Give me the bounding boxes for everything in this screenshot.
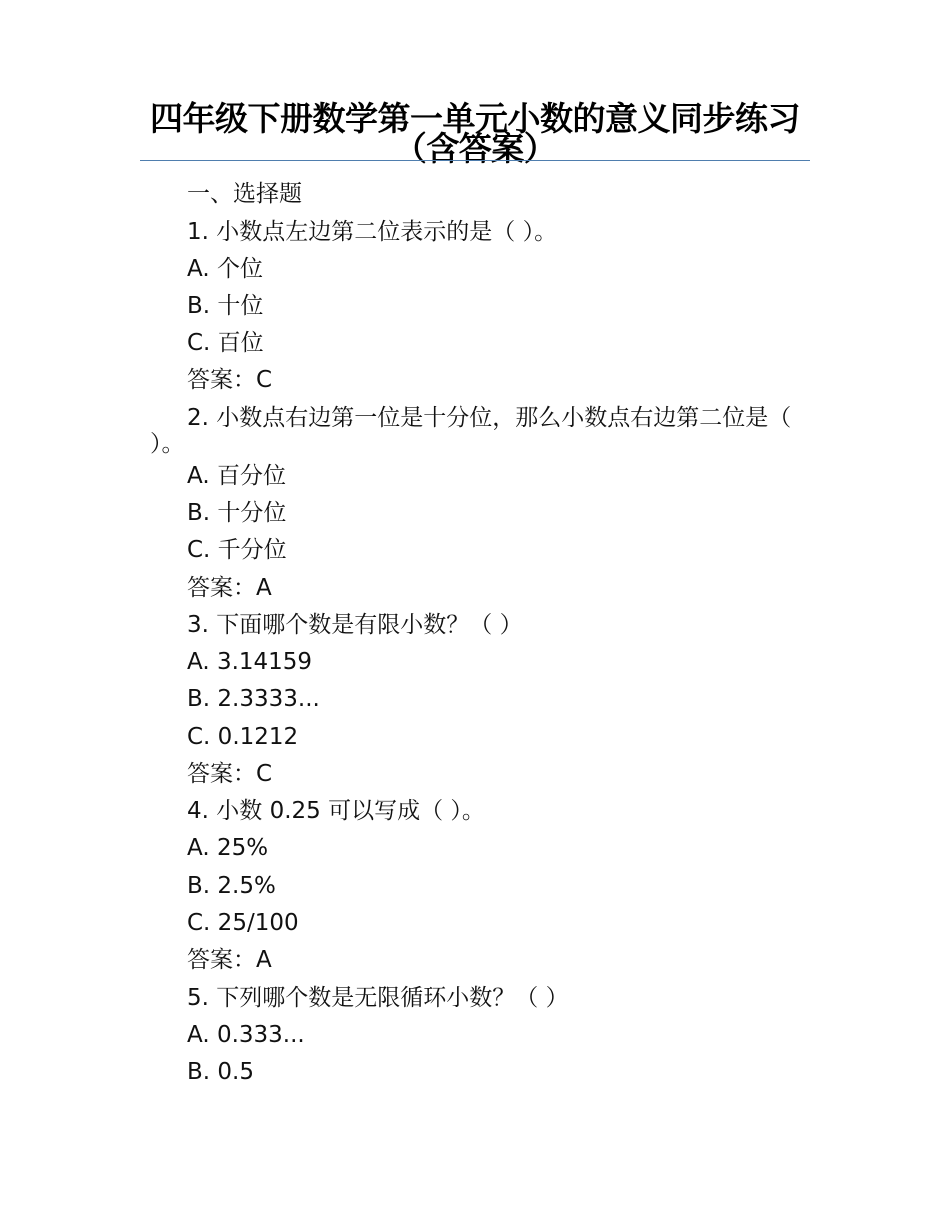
question-4-option-a: A. 25% — [187, 835, 269, 861]
question-3-stem: 3. 下面哪个数是有限小数？（ ） — [187, 612, 523, 638]
question-5-option-b: B. 0.5 — [187, 1059, 254, 1085]
page-title: 四年级下册数学第一单元小数的意义同步练习（含答案） — [150, 99, 800, 168]
question-4-answer: 答案：A — [187, 947, 272, 973]
question-2-stem: 2. 小数点右边第一位是十分位，那么小数点右边第二位是（ ）。 — [150, 405, 792, 457]
question-3-option-a: A. 3.14159 — [187, 649, 313, 675]
question-1-option-b: B. 十位 — [187, 293, 264, 319]
question-2-option-c: C. 千分位 — [187, 537, 287, 563]
question-2-answer: 答案：A — [187, 575, 272, 601]
question-2-option-a: A. 百分位 — [187, 463, 286, 489]
question-3-answer: 答案：C — [187, 761, 273, 787]
title-underline — [140, 160, 810, 161]
question-3-option-c: C. 0.1212 — [187, 724, 299, 750]
question-1-stem: 1. 小数点左边第二位表示的是（ ）。 — [187, 219, 558, 245]
question-4-option-c: C. 25/100 — [187, 910, 299, 936]
question-4-stem: 4. 小数 0.25 可以写成（ ）。 — [187, 798, 485, 824]
question-1-answer: 答案：C — [187, 367, 273, 393]
question-1-option-a: A. 个位 — [187, 256, 263, 282]
question-5-stem: 5. 下列哪个数是无限循环小数？（ ） — [187, 985, 569, 1011]
question-2-option-b: B. 十分位 — [187, 500, 287, 526]
question-1-option-c: C. 百位 — [187, 330, 264, 356]
question-5-option-a: A. 0.333... — [187, 1022, 305, 1048]
question-4-option-b: B. 2.5% — [187, 873, 276, 899]
section-heading: 一、选择题 — [187, 181, 302, 207]
question-3-option-b: B. 2.3333... — [187, 686, 320, 712]
